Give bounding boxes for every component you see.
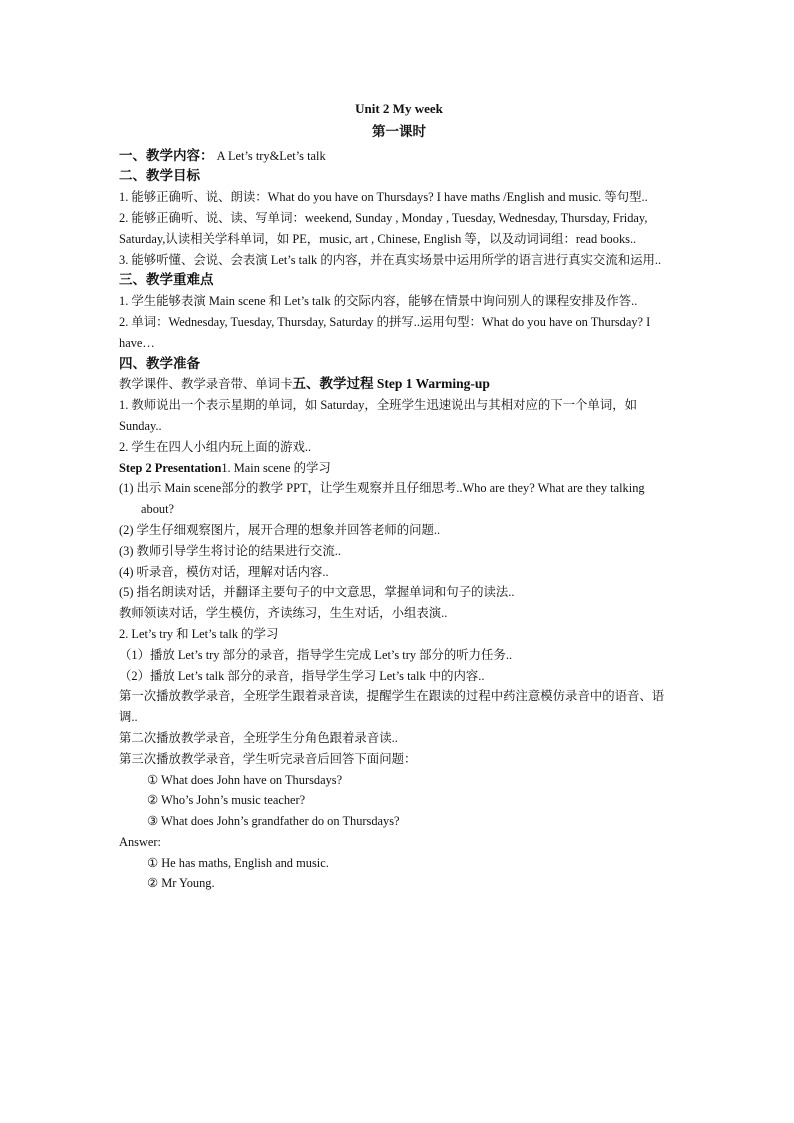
numbered-item: (1) 出示 Main scene部分的教学 PPT，让学生观察并且仔细思考..Who are they? What are they talking about? — [119, 481, 645, 517]
section-heading-key-points: 三、教学重难点 — [119, 272, 214, 288]
section-teaching-content — [119, 146, 679, 167]
numbered-item: （2）播放 Let’s talk 部分的录音，指导学生学习 Let’s talk 中的内容.. — [119, 668, 485, 683]
numbered-item: (5) 指名朗读对话，并翻译主要句子的中文意思，掌握单词和句子的读法.. — [119, 585, 515, 600]
document-page — [119, 99, 679, 894]
question-item: ② Who’s John’s music teacher? — [147, 793, 306, 808]
question-item: ③ What does John’s grandfather do on Thursdays? — [147, 814, 400, 829]
section-heading-preparation: 四、教学准备 — [119, 355, 200, 371]
step2-heading: Step 2 Presentation — [119, 460, 222, 475]
answer-item: ① He has maths, English and music. — [147, 855, 329, 870]
paragraph: 教师领读对话，学生模仿，齐读练习，生生对话，小组表演.. — [119, 606, 448, 621]
answer-item: ② Mr Young. — [147, 876, 215, 891]
paragraph: 第一次播放教学录音，全班学生跟着录音读，提醒学生在跟读的过程中药注意模仿录音中的语音、语调.. — [119, 689, 665, 725]
numbered-item: (3) 教师引导学生将讨论的结果进行交流.. — [119, 543, 341, 558]
document-title: Unit 2 My week — [355, 101, 443, 116]
section-text: A Let’s try&Let’s talk — [213, 148, 326, 163]
paragraph: 2. Let’s try 和 Let’s talk 的学习 — [119, 626, 279, 641]
section-heading: 一、教学内容： — [119, 147, 214, 163]
answer-label: Answer: — [119, 834, 161, 849]
list-item: 2. 能够正确听、说、读、写单词：weekend, Sunday , Monday , Tuesday, Wednesday, Thursday, Friday, Saturday,认读相关学科单词，如 PE，music, art , Chinese, English 等，以及动词词组：read books.. — [119, 210, 648, 246]
step2-subheading: 1. Main scene 的学习 — [221, 460, 331, 475]
numbered-item: （1）播放 Let’s try 部分的录音，指导学生完成 Let’s try 部分的听力任务.. — [119, 647, 513, 662]
list-item: 3. 能够听懂、会说、会表演 Let’s talk 的内容，并在真实场景中运用所学的语言进行真实交流和运用.. — [119, 252, 662, 267]
preparation-line — [119, 374, 679, 395]
numbered-item: (2) 学生仔细观察图片，展开合理的想象并回答老师的问题.. — [119, 522, 441, 537]
list-item: 1. 学生能够表演 Main scene 和 Let’s talk 的交际内容，能够在情景中询问别人的课程安排及作答.. — [119, 294, 638, 309]
paragraph: 第二次播放教学录音，全班学生分角色跟着录音读.. — [119, 730, 398, 745]
preparation-text: 教学课件、教学录音带、单词卡 — [119, 377, 293, 392]
list-item: 1. 能够正确听、说、朗读：What do you have on Thursdays? I have maths /English and music. 等句型.. — [119, 190, 648, 205]
step2-line — [119, 458, 679, 479]
numbered-item: (4) 听录音，模仿对话，理解对话内容.. — [119, 564, 329, 579]
list-item: 1. 教师说出一个表示星期的单词，如 Saturday，全班学生迅速说出与其相对应的下一个单词，如 Sunday.. — [119, 398, 637, 433]
document-subtitle: 第一课时 — [372, 123, 426, 139]
section-heading-process: 五、教学过程 Step 1 Warming-up — [292, 376, 490, 392]
paragraph: 第三次播放教学录音，学生听完录音后回答下面问题： — [119, 751, 417, 766]
section-heading-objectives: 二、教学目标 — [119, 168, 200, 184]
question-item: ① What does John have on Thursdays? — [147, 772, 343, 787]
list-item: 2. 单词：Wednesday, Tuesday, Thursday, Saturday 的拼写..运用句型：What do you have on Thursday? I have… — [119, 314, 651, 350]
list-item: 2. 学生在四人小组内玩上面的游戏.. — [119, 439, 312, 454]
